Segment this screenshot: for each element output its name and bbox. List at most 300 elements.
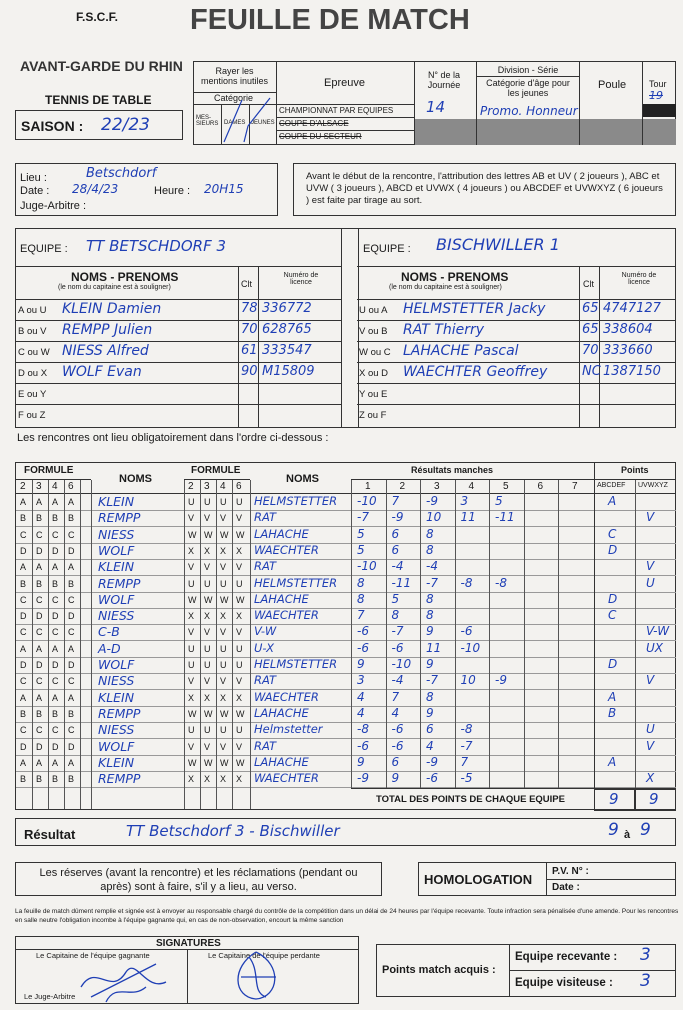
player-name[interactable]: REMPP Julien — [62, 322, 153, 338]
formule-letter: W — [204, 757, 213, 768]
match-away-player[interactable]: LAHACHE — [254, 591, 309, 606]
set-score[interactable]: 4 — [357, 689, 365, 704]
formule-letter: U — [220, 643, 227, 654]
formule-letter: D — [36, 741, 43, 752]
match-away-player[interactable]: HELMSTETTER — [254, 575, 338, 590]
match-home-player[interactable]: A-D — [98, 640, 121, 656]
points-away-value[interactable]: 3 — [640, 971, 651, 991]
set-score[interactable]: 4 — [391, 705, 400, 720]
set-score[interactable]: 7 — [357, 608, 365, 623]
formule-letter: W — [220, 757, 229, 768]
result-score-home[interactable]: 9 — [608, 820, 619, 840]
match-home-player[interactable]: KLEIN — [98, 754, 135, 770]
formule-letter: B — [36, 708, 43, 719]
formule-letter: U — [188, 725, 195, 736]
match-away-player[interactable]: LAHACHE — [254, 705, 309, 720]
set-score[interactable]: 7 — [460, 754, 469, 769]
total-label: TOTAL DES POINTS DE CHAQUE EQUIPE — [376, 794, 565, 805]
player-name[interactable]: WAECHTER Geoffrey — [403, 364, 548, 380]
formule-col-header: 6 — [236, 481, 242, 492]
point-away[interactable]: U — [646, 575, 655, 590]
point-home[interactable]: B — [608, 705, 617, 720]
total-away[interactable]: 9 — [649, 790, 659, 808]
point-home[interactable]: A — [608, 689, 617, 704]
point-home[interactable]: A — [608, 754, 617, 769]
match-away-player[interactable]: U-X — [254, 640, 275, 655]
away-noms-label: NOMS - PRENOMS — [401, 270, 509, 284]
set-score[interactable]: 3 — [460, 494, 469, 508]
set-score[interactable]: -8 — [495, 575, 507, 590]
set-score[interactable]: -6 — [391, 738, 404, 753]
set-score[interactable]: 5 — [495, 494, 503, 508]
set-score[interactable]: -4 — [426, 559, 438, 574]
home-team-name[interactable]: TT BETSCHDORF 3 — [86, 237, 227, 255]
formule-letter: C — [36, 676, 43, 687]
match-row — [16, 722, 676, 739]
set-score[interactable]: -9 — [426, 494, 438, 508]
set-score[interactable]: -6 — [391, 640, 404, 655]
match-row — [16, 755, 676, 772]
formule-letter: C — [20, 725, 27, 736]
point-away[interactable]: U — [646, 722, 655, 737]
set-score[interactable]: 5 — [391, 591, 400, 606]
match-away-player[interactable]: WAECHTER — [254, 608, 319, 623]
set-score[interactable]: -9 — [426, 754, 438, 769]
competition-table — [193, 61, 676, 145]
division-value[interactable]: Promo. Honneur — [480, 104, 578, 118]
player-slot: X ou D — [359, 368, 389, 379]
set-score[interactable]: 7 — [391, 689, 400, 704]
grid-line — [386, 480, 387, 788]
player-name[interactable]: RAT Thierry — [403, 322, 485, 338]
match-away-player[interactable]: LAHACHE — [254, 754, 309, 769]
player-row — [357, 320, 676, 342]
formule-letter: A — [20, 757, 27, 768]
set-score[interactable]: -7 — [426, 575, 438, 590]
formule-letter: B — [36, 513, 43, 524]
set-score[interactable]: -6 — [357, 738, 369, 753]
away-team-name[interactable]: BISCHWILLER 1 — [436, 235, 560, 254]
point-away[interactable]: UX — [646, 640, 664, 655]
match-away-player[interactable]: RAT — [254, 510, 277, 525]
points-label: Points — [621, 465, 649, 475]
manche-header: 6 — [537, 481, 544, 492]
player-row — [16, 404, 341, 426]
formule-letter: X — [188, 692, 195, 703]
match-home-player[interactable]: WOLF — [98, 738, 135, 754]
formule-letter: U — [204, 497, 211, 507]
point-away[interactable]: V — [646, 559, 655, 574]
match-away-player[interactable]: WAECHTER — [254, 542, 319, 557]
match-home-player[interactable]: REMPP — [98, 705, 141, 721]
formule-letter: B — [52, 578, 59, 589]
set-score[interactable]: -4 — [391, 673, 404, 688]
epreuve-coupe-alsace[interactable]: COUPE D'ALSACE — [279, 119, 349, 128]
formule-letter: X — [204, 611, 211, 622]
player-slot: E ou Y — [18, 389, 47, 400]
match-away-player[interactable]: HELMSTETTER — [254, 657, 338, 671]
heure-value[interactable]: 20H15 — [204, 182, 244, 196]
formule-col-header: 2 — [188, 481, 194, 492]
homologation-label: HOMOLOGATION — [424, 872, 533, 887]
formule-letter: U — [204, 578, 211, 589]
formule-letter: A — [68, 692, 75, 703]
match-home-player[interactable]: WOLF — [98, 657, 135, 672]
grid-line — [232, 480, 233, 809]
match-away-player[interactable]: WAECHTER — [254, 689, 319, 704]
total-home[interactable]: 9 — [609, 790, 619, 808]
juge-label: Juge-Arbitre : — [20, 200, 87, 212]
set-score[interactable]: 10 — [426, 510, 442, 525]
set-score[interactable]: -11 — [495, 510, 515, 525]
formule-letter: W — [236, 708, 245, 719]
player-licence[interactable]: 336772 — [262, 301, 312, 316]
match-row — [16, 739, 676, 756]
formule-letter: X — [188, 545, 195, 556]
set-score[interactable]: -9 — [495, 673, 507, 688]
formule-letter: A — [20, 643, 27, 654]
set-score[interactable]: 8 — [357, 575, 365, 590]
set-score[interactable]: 5 — [357, 526, 365, 541]
player-clt[interactable]: 61 — [241, 343, 258, 358]
match-home-player[interactable]: REMPP — [98, 575, 141, 591]
match-home-player[interactable]: REMPP — [98, 510, 141, 526]
formule-letter: V — [220, 627, 227, 638]
formule-letter: D — [68, 741, 75, 752]
set-score[interactable]: -9 — [391, 510, 404, 525]
match-row — [16, 641, 676, 658]
set-score[interactable]: -8 — [460, 575, 473, 590]
formule-letter: U — [236, 497, 243, 507]
home-noms-sub: (le nom du capitaine est à souligner) — [58, 284, 171, 291]
formule-letter: D — [68, 611, 75, 622]
formule-letter: X — [188, 774, 195, 785]
formule-col-header: 6 — [68, 481, 74, 492]
match-home-player[interactable]: WOLF — [98, 542, 135, 558]
formule-letter: U — [236, 643, 243, 654]
player-row — [16, 383, 341, 405]
set-score[interactable]: -6 — [357, 624, 369, 639]
formule-letter: V — [188, 627, 195, 638]
player-licence[interactable]: 333547 — [262, 343, 312, 358]
set-score[interactable]: -6 — [391, 722, 404, 737]
teams-box — [15, 228, 676, 428]
player-row — [357, 404, 676, 426]
set-score[interactable]: 8 — [426, 608, 434, 623]
homologation-box — [418, 862, 676, 896]
set-score[interactable]: 3 — [357, 673, 365, 688]
formule-letter: A — [52, 757, 59, 768]
formule-letter: V — [220, 676, 227, 687]
formule-letter: V — [204, 676, 211, 687]
point-home[interactable]: D — [608, 657, 618, 671]
formule-letter: C — [20, 627, 27, 638]
grid-line — [32, 480, 33, 809]
player-name[interactable]: NIESS Alfred — [62, 343, 149, 359]
tour-value[interactable]: 19 — [649, 89, 663, 102]
formule-letter: C — [68, 725, 75, 736]
formule-letter: C — [68, 627, 75, 638]
player-clt[interactable]: 78 — [241, 301, 258, 316]
player-clt[interactable]: 65 — [582, 301, 599, 316]
formule-letter: C — [20, 529, 27, 540]
formule-letter: W — [188, 594, 197, 605]
noms-away-label: NOMS — [286, 473, 319, 485]
match-home-player[interactable]: NIESS — [98, 722, 135, 738]
set-score[interactable]: -6 — [426, 771, 438, 786]
set-score[interactable]: 8 — [426, 591, 434, 606]
match-home-player[interactable]: REMPP — [98, 771, 141, 787]
set-score[interactable]: 9 — [426, 624, 434, 639]
set-score[interactable]: 8 — [357, 591, 365, 606]
set-score[interactable]: 11 — [426, 640, 442, 655]
set-score[interactable]: 8 — [426, 689, 434, 704]
grid-line — [48, 480, 49, 809]
player-row — [16, 320, 341, 342]
player-licence[interactable]: 333660 — [603, 343, 653, 358]
player-row — [16, 299, 341, 321]
set-score[interactable]: 10 — [460, 673, 476, 688]
lieu-label: Lieu : — [20, 172, 47, 184]
result-score-away[interactable]: 9 — [640, 820, 651, 840]
set-score[interactable]: 7 — [391, 494, 400, 508]
set-score[interactable]: -7 — [460, 738, 473, 753]
match-away-player[interactable]: RAT — [254, 673, 277, 688]
epreuve-coupe-secteur[interactable]: COUPE DU SECTEUR — [279, 132, 362, 141]
match-home-player[interactable]: NIESS — [98, 608, 135, 624]
points-home-value[interactable]: 3 — [640, 945, 651, 965]
set-score[interactable]: 11 — [460, 510, 476, 525]
player-clt[interactable]: 70 — [582, 343, 599, 358]
formule-letter: A — [36, 643, 43, 654]
set-score[interactable]: 9 — [426, 705, 434, 720]
match-row — [16, 592, 676, 609]
point-home[interactable]: C — [608, 526, 617, 541]
formule-letter: C — [52, 676, 59, 687]
formule-letter: B — [36, 774, 43, 785]
set-score[interactable]: 8 — [426, 542, 434, 557]
set-score[interactable]: -10 — [357, 559, 377, 574]
player-name[interactable]: HELMSTETTER Jacky — [403, 301, 546, 317]
cat-jeunes[interactable]: JEUNES — [251, 120, 275, 126]
formule-letter: X — [204, 545, 211, 556]
formule-letter: C — [68, 529, 75, 540]
formule-letter: C — [20, 676, 27, 687]
match-home-player[interactable]: NIESS — [98, 673, 135, 689]
formule-letter: X — [236, 692, 243, 703]
loser-signature[interactable] — [221, 947, 291, 1003]
points-match-label: Points match acquis : — [382, 964, 496, 976]
formule-letter: A — [68, 562, 75, 573]
set-score[interactable]: 9 — [391, 771, 400, 786]
federation-label: F.S.C.F. — [76, 10, 119, 24]
player-licence[interactable]: 4747127 — [603, 301, 661, 316]
formule-letter: C — [52, 725, 59, 736]
player-clt[interactable]: 90 — [241, 364, 258, 379]
formule-letter: W — [188, 708, 197, 719]
set-score[interactable]: 8 — [391, 608, 400, 623]
result-text[interactable]: TT Betschdorf 3 - Bischwiller — [126, 822, 340, 840]
formule-letter: C — [68, 676, 75, 687]
match-away-player[interactable]: RAT — [254, 559, 277, 574]
formule-letter: V — [188, 562, 195, 573]
set-score[interactable]: 9 — [426, 657, 434, 671]
point-away[interactable]: V — [646, 673, 655, 688]
set-score[interactable]: 6 — [391, 542, 400, 557]
formule-letter: X — [204, 692, 211, 703]
set-score[interactable]: -7 — [357, 510, 369, 525]
formule-letter: B — [20, 513, 27, 524]
grid-line — [489, 480, 490, 788]
match-away-player[interactable]: RAT — [254, 738, 277, 753]
epreuve-championnat[interactable]: CHAMPIONNAT PAR EQUIPES — [279, 106, 394, 115]
player-licence[interactable]: 1387150 — [603, 364, 661, 379]
formule-letter: A — [36, 562, 43, 573]
formule-letter: A — [52, 643, 59, 654]
set-score[interactable]: -6 — [460, 624, 473, 639]
match-row — [16, 510, 676, 527]
set-score[interactable]: -11 — [391, 575, 412, 590]
formule-col-header: 2 — [20, 481, 26, 492]
away-clt-label: Clt — [583, 279, 594, 289]
set-score[interactable]: 6 — [426, 722, 434, 737]
season-label: SAISON : — [21, 118, 84, 134]
player-clt[interactable]: 70 — [241, 322, 258, 337]
player-clt[interactable]: 65 — [582, 322, 599, 337]
grid-line — [594, 463, 595, 788]
grid-line — [216, 480, 217, 809]
set-score[interactable]: -7 — [391, 624, 404, 639]
set-score[interactable]: -8 — [357, 722, 369, 737]
player-name[interactable]: LAHACHE Pascal — [403, 343, 519, 359]
draw-notice: Avant le début de la rencontre, l'attribution des lettres AB et UV ( 2 joueurs ), ABC et UVW ( 3 joueurs ), ABCD et UVWX ( 4 joueurs ) ou ABCDEF et UVWXYZ ( 6 joueurs ) est faite par tirage au sort. — [293, 163, 676, 216]
set-score[interactable]: -10 — [391, 657, 412, 671]
grid-line — [635, 480, 636, 788]
match-home-player[interactable]: KLEIN — [98, 494, 135, 509]
set-score[interactable]: -10 — [357, 494, 377, 508]
formule-letter: B — [36, 578, 43, 589]
home-noms-label: NOMS - PRENOMS — [71, 270, 179, 284]
set-score[interactable]: -4 — [391, 559, 404, 574]
player-licence[interactable]: 338604 — [603, 322, 653, 337]
set-score[interactable]: -9 — [357, 771, 369, 786]
resultats-label: Résultats manches — [411, 465, 494, 475]
manche-header: 5 — [503, 481, 509, 492]
set-score[interactable]: 5 — [357, 542, 365, 557]
set-score[interactable]: 6 — [391, 754, 400, 769]
match-away-player[interactable]: LAHACHE — [254, 526, 309, 541]
player-name[interactable]: WOLF Evan — [62, 364, 142, 380]
formule-letter: U — [220, 497, 227, 507]
noms-home-label: NOMS — [119, 473, 152, 485]
match-away-player[interactable]: V-W — [254, 624, 277, 639]
set-score[interactable]: -8 — [460, 722, 473, 737]
signatures-box — [15, 936, 359, 1004]
player-slot: U ou A — [359, 305, 388, 316]
formule-letter: A — [68, 757, 75, 768]
set-score[interactable]: 8 — [426, 526, 434, 541]
set-score[interactable]: -6 — [357, 640, 369, 655]
set-score[interactable]: 4 — [426, 738, 434, 753]
formule-letter: C — [36, 529, 43, 540]
player-name[interactable]: KLEIN Damien — [62, 301, 162, 317]
cat-messieurs[interactable]: MES-SIEURS — [196, 115, 219, 127]
match-away-player[interactable]: HELMSTETTER — [254, 494, 338, 508]
points-away-label: Equipe visiteuse : — [515, 977, 613, 989]
point-away[interactable]: V — [646, 510, 655, 525]
formule-letter: W — [220, 708, 229, 719]
point-home[interactable]: D — [608, 591, 618, 606]
match-home-player[interactable]: NIESS — [98, 526, 135, 542]
point-away[interactable]: V — [646, 738, 655, 753]
match-home-player[interactable]: KLEIN — [98, 689, 135, 705]
match-home-player[interactable]: C-B — [98, 624, 120, 640]
formule-letter: C — [52, 529, 59, 540]
set-score[interactable]: 4 — [357, 705, 365, 720]
match-home-player[interactable]: WOLF — [98, 591, 135, 607]
formule-letter: V — [204, 513, 211, 524]
set-score[interactable]: 9 — [357, 657, 365, 671]
match-home-player[interactable]: KLEIN — [98, 559, 135, 575]
formule-letter: B — [68, 774, 75, 785]
formule-letter: B — [20, 708, 27, 719]
division-label: Division - Série — [497, 65, 559, 75]
order-note: Les rencontres ont lieu obligatoirement dans l'ordre ci-dessous : — [17, 432, 329, 444]
cat-dames[interactable]: DAMES — [224, 120, 246, 126]
match-away-player[interactable]: Helmstetter — [254, 722, 323, 737]
formule-letter: C — [36, 725, 43, 736]
point-home[interactable]: D — [608, 542, 618, 557]
formule-letter: X — [220, 692, 227, 703]
match-away-player[interactable]: WAECHTER — [254, 771, 319, 786]
matches-box — [15, 462, 676, 810]
player-clt[interactable]: NC — [582, 364, 601, 379]
journee-value[interactable]: 14 — [426, 98, 446, 116]
set-score[interactable]: -10 — [460, 640, 481, 655]
match-row — [16, 559, 676, 576]
date-label: Date : — [20, 185, 50, 197]
formule-letter: U — [204, 660, 211, 670]
manche-header: 3 — [434, 481, 440, 492]
lieu-value[interactable]: Betschdorf — [86, 166, 157, 181]
formule-letter: U — [204, 725, 211, 736]
formule-letter: W — [220, 529, 229, 540]
result-label: Résultat — [24, 827, 76, 842]
signatures-title: SIGNATURES — [156, 938, 221, 949]
set-score[interactable]: 9 — [357, 754, 365, 769]
season-value[interactable]: 22/23 — [101, 115, 150, 135]
formule-letter: W — [220, 594, 229, 605]
point-away[interactable]: V-W — [646, 624, 670, 639]
formule-letter: U — [236, 725, 243, 736]
match-row — [16, 608, 676, 625]
date-value[interactable]: 28/4/23 — [72, 182, 119, 196]
formule-letter: X — [236, 545, 243, 556]
player-licence[interactable]: 628765 — [262, 322, 312, 337]
point-home[interactable]: A — [608, 494, 617, 508]
set-score[interactable]: 6 — [391, 526, 400, 541]
formule-letter: B — [68, 708, 75, 719]
point-away[interactable]: X — [646, 771, 655, 786]
player-licence[interactable]: M15809 — [262, 364, 315, 379]
formule-letter: A — [68, 643, 75, 654]
point-home[interactable]: C — [608, 608, 617, 623]
winner-signature[interactable] — [76, 952, 176, 1004]
season-box — [15, 110, 183, 140]
set-score[interactable]: -5 — [460, 771, 473, 786]
set-score[interactable]: -7 — [426, 673, 438, 688]
points-col-header: UVWXYZ — [638, 482, 668, 489]
